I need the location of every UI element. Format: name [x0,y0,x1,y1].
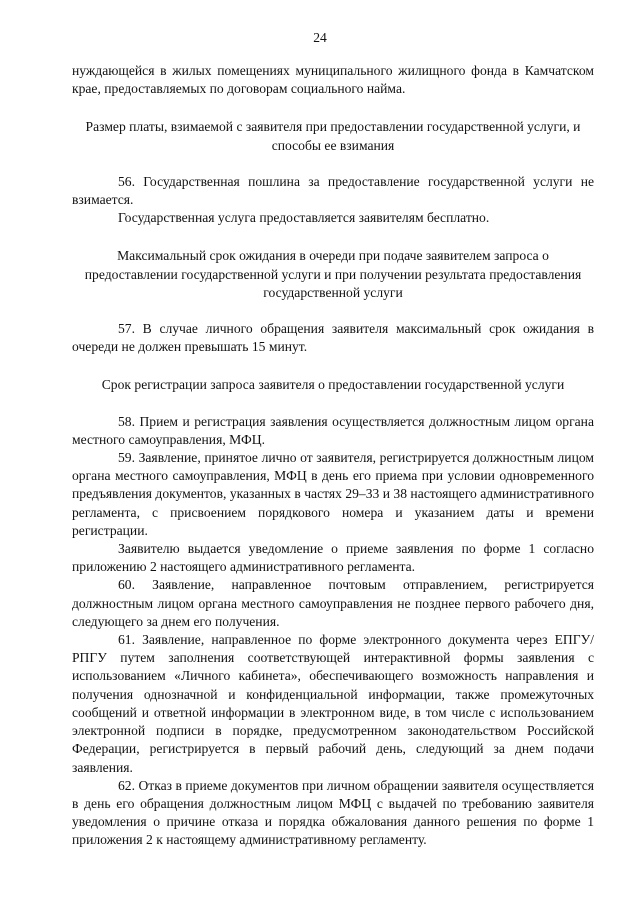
paragraph-61: 61. Заявление, направленное по форме электронного документа через ЕПГУ/РПГУ путем заполнения соответствующей интерактивной формы заявления с использованием «Личного кабинета», обеспечивающего возможность направления и получения однозначной и конфиденциальной информации, также промежуточных сообщений и ответной информации в электронном виде, в том числе с использованием электронной подписи в порядке, предусмотренном законодательством Российской Федерации, регистрируется в первый рабочий день, следующий за днем подачи заявления. [72,632,594,775]
paragraph-59b: Заявителю выдается уведомление о приеме заявления по форме 1 согласно приложению 2 настоящего административного регламента. [72,541,594,575]
paragraph-62: 62. Отказ в приеме документов при личном обращении заявителя осуществляется в день его обращения должностным лицом МФЦ с выдачей по требованию заявителя уведомления о причине отказа и порядка обжалования данного решения по форме 1 приложения 2 к настоящему административному регламенту. [72,777,594,848]
heading-wait: Максимальный срок ожидания в очереди при подаче заявителем запроса о предоставлении государственной услуги и при получении результата предоставления государственной услуги [84,248,582,300]
page-content [72,62,594,850]
heading-fee: Размер платы, взимаемой с заявителя при предоставлении государственной услуги, и способы ее взимания [85,119,581,153]
paragraph-57: 57. В случае личного обращения заявителя максимальный срок ожидания в очереди не должен превышать 15 минут. [72,321,594,355]
paragraph-58: 58. Прием и регистрация заявления осуществляется должностным лицом органа местного самоуправления, МФЦ. [72,413,594,447]
paragraph-56b: Государственная услуга предоставляется заявителям бесплатно. [118,210,490,226]
paragraph-intro: нуждающейся в жилых помещениях муниципального жилищного фонда в Камчатском крае, предоставляемых по договорам социального найма. [72,63,594,97]
heading-registration: Срок регистрации запроса заявителя о предоставлении государственной услуги [101,377,565,393]
paragraph-60: 60. Заявление, направленное почтовым отправлением, регистрируется должностным лицом органа местного самоуправления не позднее первого рабочего дня, следующего за днем его получения. [72,577,594,629]
paragraph-59: 59. Заявление, принятое лично от заявителя, регистрируется должностным лицом органа местного самоуправления, МФЦ в день его приема при условии одновременного предъявления документов, указанных в частях 29–33 и 38 настоящего административного регламента, с присвоением порядкового номера и указанием даты и времени регистрации. [72,450,594,538]
paragraph-56: 56. Государственная пошлина за предоставление государственной услуги не взимается. [72,173,594,208]
page-number: 24 [313,30,327,45]
